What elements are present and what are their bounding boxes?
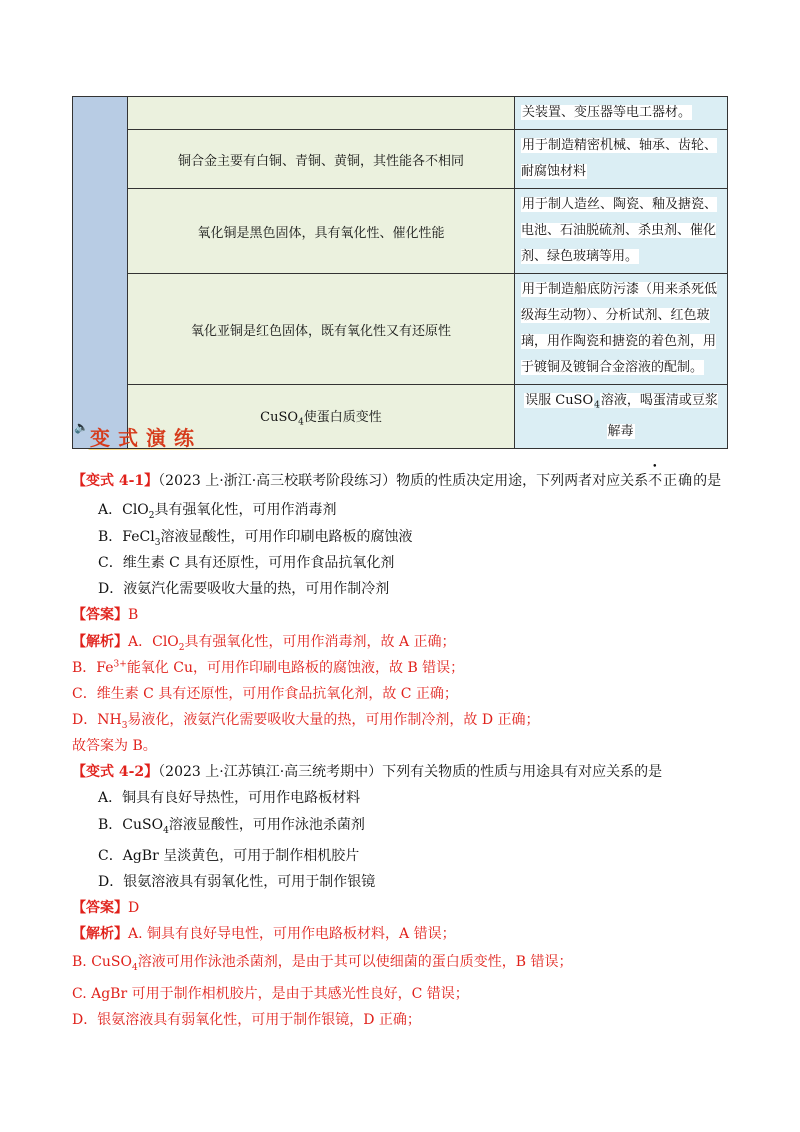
question-stem: 【变式 4-1】（2023 上·浙江·高三校联考阶段练习）物质的性质决定用途，下列两者对应关系不正确的是 — [72, 473, 722, 489]
explanation-c: C．维生素 C 具有还原性，可用作食品抗氧化剂，故 C 正确； — [72, 686, 458, 702]
explanation-d: D．银氨溶液具有弱氧化性，可用于制作银镜，D 正确； — [72, 1012, 421, 1028]
explanation-d: D．$NH_3$易液化，液氨汽化需要吸收大量的热，可用作制冷剂，故 D 正确； — [72, 712, 540, 731]
table-row — [73, 189, 728, 274]
property-cell — [128, 97, 515, 130]
explanation-a: 【解析】A．ClO$_2$具有强氧化性，可用作消毒剂，故 A 正确； — [72, 634, 456, 653]
usage-cell: 关装置、变压器等电工器材。 — [515, 97, 728, 130]
option-a: A．铜具有良好导热性，可用作电路板材料 — [98, 790, 361, 806]
usage-cell: 用于制造精密机械、轴承、齿轮、耐腐蚀材料 — [515, 130, 728, 189]
table-row — [73, 97, 728, 130]
property-cell: 氧化铜是黑色固体，具有氧化性、催化性能 — [128, 189, 515, 274]
property-cell: 铜合金主要有白铜、青铜、黄铜，其性能各不相同 — [128, 130, 515, 189]
usage-cell: 误服 CuSO$_4$溶液，喝蛋清或豆浆解毒 — [515, 385, 728, 449]
property-cell: CuSO$_4$使蛋白质变性 — [128, 385, 515, 449]
section-title: 变式演练 — [90, 426, 202, 450]
speaker-icon: 🔈 — [74, 420, 89, 434]
explanation-a: 【解析】A. 铜具有良好导电性，可用作电路板材料，A 错误； — [72, 926, 456, 942]
option-a: A．ClO$_2$具有强氧化性，可用作消毒剂 — [98, 502, 337, 521]
option-c: C．AgBr 呈淡黄色，可用于制作相机胶片 — [98, 848, 360, 864]
property-cell: 氧化亚铜是红色固体，既有氧化性又有还原性 — [128, 274, 515, 385]
option-b: B．FeCl$_3$溶液显酸性，可用作印刷电路板的腐蚀液 — [98, 529, 413, 548]
usage-cell: 用于制造船底防污漆（用来杀死低级海生动物）、分析试剂、红色玻璃，用作陶瓷和搪瓷的着色剂，用于镀铜及镀铜合金溶液的配制。 — [515, 274, 728, 385]
question-stem: 【变式 4-2】（2023 上·江苏镇江·高三统考期中）下列有关物质的性质与用途具有对应关系的是 — [72, 764, 663, 780]
usage-cell: 用于制人造丝、陶瓷、釉及搪瓷、电池、石油脱硫剂、杀虫剂、催化剂、绿色玻璃等用。 — [515, 189, 728, 274]
conclusion: 故答案为 B。 — [72, 738, 157, 754]
option-d: D．银氨溶液具有弱氧化性，可用于制作银镜 — [98, 874, 376, 890]
section-heading — [74, 418, 234, 454]
option-b: B．CuSO$_4$溶液显酸性，可用作泳池杀菌剂 — [98, 817, 365, 836]
answer: 【答案】D — [72, 900, 140, 916]
table-row — [73, 274, 728, 385]
explanation-b: B. CuSO$_4$溶液可用作泳池杀菌剂，是由于其可以使细菌的蛋白质变性，B 错误； — [72, 954, 573, 973]
answer: 【答案】B — [72, 607, 139, 623]
option-c: C．维生素 C 具有还原性，可用作食品抗氧化剂 — [98, 555, 395, 571]
option-d: D．液氨汽化需要吸收大量的热，可用作制冷剂 — [98, 581, 390, 597]
explanation-b: B．$Fe^{3+}$能氧化 Cu，可用作印刷电路板的腐蚀液，故 B 错误； — [72, 659, 465, 676]
table-row — [73, 130, 728, 189]
properties-table — [72, 96, 728, 449]
explanation-c: C. AgBr 可用于制作相机胶片，是由于其感光性良好，C 错误； — [72, 986, 469, 1002]
category-cell — [73, 97, 128, 449]
